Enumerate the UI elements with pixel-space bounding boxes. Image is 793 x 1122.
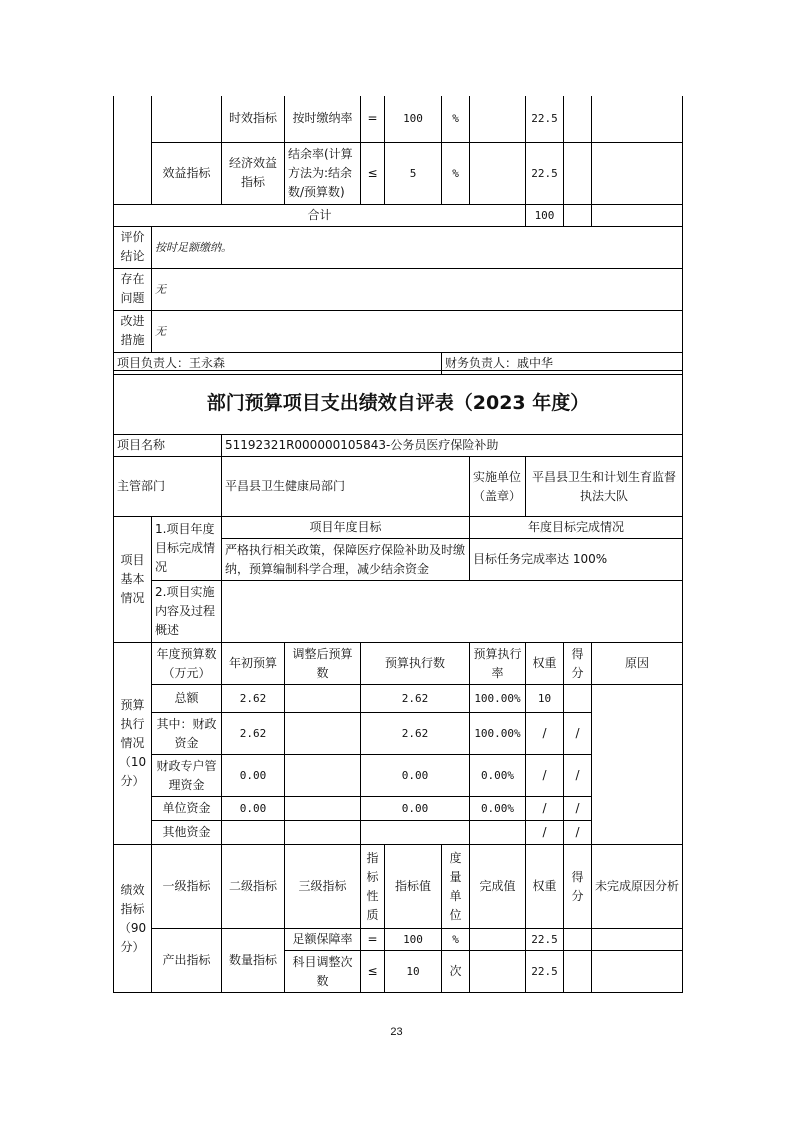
budget-header: 预算执行率 xyxy=(470,643,526,685)
budget-rate: 0.00% xyxy=(470,797,526,821)
perf-header: 指标值 xyxy=(385,845,442,929)
unit-cell: % xyxy=(442,142,470,204)
goal-header: 项目年度目标 xyxy=(222,517,470,539)
budget-weight: 10 xyxy=(526,685,564,713)
weight-cell: 22.5 xyxy=(526,142,564,204)
lvl3-cell: 按时缴纳率 xyxy=(285,96,361,142)
perf-header: 度量单位 xyxy=(442,845,470,929)
self-evaluation-form xyxy=(113,370,683,993)
previous-table-continuation xyxy=(113,96,683,375)
budget-score xyxy=(564,685,592,713)
value-cell: 5 xyxy=(385,142,442,204)
issue-text: 无 xyxy=(152,268,683,310)
budget-weight: / xyxy=(526,821,564,845)
perf-header: 二级指标 xyxy=(222,845,285,929)
project-lead: 项目负责人：王永森 xyxy=(114,352,442,374)
perf-label: 绩效指标（90分） xyxy=(114,845,152,993)
budget-score: / xyxy=(564,713,592,755)
perf-header: 完成值 xyxy=(470,845,526,929)
total-label: 合计 xyxy=(114,204,526,226)
improve-row xyxy=(114,310,683,352)
improve-text: 无 xyxy=(152,310,683,352)
value-cell: 100 xyxy=(385,96,442,142)
perf-header: 未完成原因分析 xyxy=(592,845,683,929)
goal-text: 严格执行相关政策，保障医疗保险补助及时缴纳，预算编制科学合理，减少结余资金 xyxy=(222,539,470,581)
op-cell: ≤ xyxy=(361,142,385,204)
perf-value: 10 xyxy=(385,951,442,993)
eval-label: 评价结论 xyxy=(114,226,152,268)
budget-row-name: 财政专户管理资金 xyxy=(152,755,222,797)
budget-rate: 100.00% xyxy=(470,685,526,713)
indicator-row xyxy=(114,96,683,142)
budget-score: / xyxy=(564,821,592,845)
budget-score: / xyxy=(564,797,592,821)
eval-text: 按时足额缴纳。 xyxy=(152,226,683,268)
goal-done-header: 年度目标完成情况 xyxy=(470,517,683,539)
budget-header-row xyxy=(114,643,683,685)
perf-lvl2: 数量指标 xyxy=(222,929,285,993)
budget-rate xyxy=(470,821,526,845)
budget-header: 权重 xyxy=(526,643,564,685)
perf-header: 指标性质 xyxy=(361,845,385,929)
perf-row xyxy=(114,929,683,951)
evaluation-row xyxy=(114,226,683,268)
budget-rate: 100.00% xyxy=(470,713,526,755)
lvl2-cell: 时效指标 xyxy=(222,96,285,142)
issue-label: 存在问题 xyxy=(114,268,152,310)
budget-adjusted xyxy=(285,713,361,755)
title-row xyxy=(114,371,683,435)
impl-content-row xyxy=(114,581,683,643)
perf-header: 得分 xyxy=(564,845,592,929)
impl-content-text xyxy=(222,581,683,643)
lvl1-cell: 效益指标 xyxy=(152,142,222,204)
budget-weight: / xyxy=(526,755,564,797)
perf-op: ≤ xyxy=(361,951,385,993)
perf-header: 一级指标 xyxy=(152,845,222,929)
budget-initial: 2.62 xyxy=(222,713,285,755)
budget-score: / xyxy=(564,755,592,797)
dept-label: 主管部门 xyxy=(114,457,222,517)
project-name-row xyxy=(114,435,683,457)
budget-header: 年度预算数（万元） xyxy=(152,643,222,685)
budget-adjusted xyxy=(285,685,361,713)
perf-header: 权重 xyxy=(526,845,564,929)
budget-executed: 0.00 xyxy=(361,755,470,797)
budget-header: 得分 xyxy=(564,643,592,685)
budget-weight: / xyxy=(526,713,564,755)
improve-label: 改进措施 xyxy=(114,310,152,352)
form-title: 部门预算项目支出绩效自评表（2023 年度） xyxy=(114,371,683,435)
budget-executed xyxy=(361,821,470,845)
budget-row-name: 总额 xyxy=(152,685,222,713)
total-row xyxy=(114,204,683,226)
lvl2-cell: 经济效益指标 xyxy=(222,142,285,204)
budget-header: 调整后预算数 xyxy=(285,643,361,685)
perf-header: 三级指标 xyxy=(285,845,361,929)
goal-label: 1.项目年度目标完成情况 xyxy=(152,517,222,581)
department-row xyxy=(114,457,683,517)
issue-row xyxy=(114,268,683,310)
indicator-row xyxy=(114,142,683,204)
goal-header-row xyxy=(114,517,683,539)
weight-cell: 22.5 xyxy=(526,96,564,142)
impl-content-label: 2.项目实施内容及过程概述 xyxy=(152,581,222,643)
budget-row-name: 单位资金 xyxy=(152,797,222,821)
project-name-label: 项目名称 xyxy=(114,435,222,457)
budget-row-name: 其中：财政资金 xyxy=(152,713,222,755)
budget-weight: / xyxy=(526,797,564,821)
budget-adjusted xyxy=(285,797,361,821)
budget-adjusted xyxy=(285,821,361,845)
perf-lvl3: 足额保障率 xyxy=(285,929,361,951)
budget-header: 原因 xyxy=(592,643,683,685)
perf-unit: % xyxy=(442,929,470,951)
budget-executed: 2.62 xyxy=(361,685,470,713)
impl-unit: 平昌县卫生和计划生育监督执法大队 xyxy=(526,457,683,517)
budget-executed: 0.00 xyxy=(361,797,470,821)
finance-lead: 财务负责人：戚中华 xyxy=(442,352,683,374)
lvl3-cell: 结余率(计算方法为:结余数/预算数) xyxy=(285,142,361,204)
budget-initial xyxy=(222,821,285,845)
budget-reason xyxy=(592,685,683,845)
budget-label: 预算执行情况（10分） xyxy=(114,643,152,845)
dept: 平昌县卫生健康局部门 xyxy=(222,457,470,517)
perf-unit: 次 xyxy=(442,951,470,993)
budget-initial: 2.62 xyxy=(222,685,285,713)
perf-op: = xyxy=(361,929,385,951)
impl-label: 实施单位（盖章） xyxy=(470,457,526,517)
budget-rate: 0.00% xyxy=(470,755,526,797)
budget-header: 预算执行数 xyxy=(361,643,470,685)
perf-value: 100 xyxy=(385,929,442,951)
budget-initial: 0.00 xyxy=(222,797,285,821)
project-name: 51192321R000000105843-公务员医疗保险补助 xyxy=(222,435,683,457)
budget-adjusted xyxy=(285,755,361,797)
perf-header-row xyxy=(114,845,683,929)
unit-cell: % xyxy=(442,96,470,142)
budget-executed: 2.62 xyxy=(361,713,470,755)
budget-initial: 0.00 xyxy=(222,755,285,797)
perf-lvl3: 科目调整次数 xyxy=(285,951,361,993)
total-value: 100 xyxy=(526,204,564,226)
page-number: 23 xyxy=(390,1026,403,1038)
perf-weight: 22.5 xyxy=(526,929,564,951)
basic-label: 项目基本情况 xyxy=(114,517,152,643)
goal-done-text: 目标任务完成率达 100% xyxy=(470,539,683,581)
op-cell: = xyxy=(361,96,385,142)
budget-header: 年初预算 xyxy=(222,643,285,685)
budget-row xyxy=(114,685,683,713)
perf-lvl1: 产出指标 xyxy=(152,929,222,993)
budget-row-name: 其他资金 xyxy=(152,821,222,845)
perf-weight: 22.5 xyxy=(526,951,564,993)
